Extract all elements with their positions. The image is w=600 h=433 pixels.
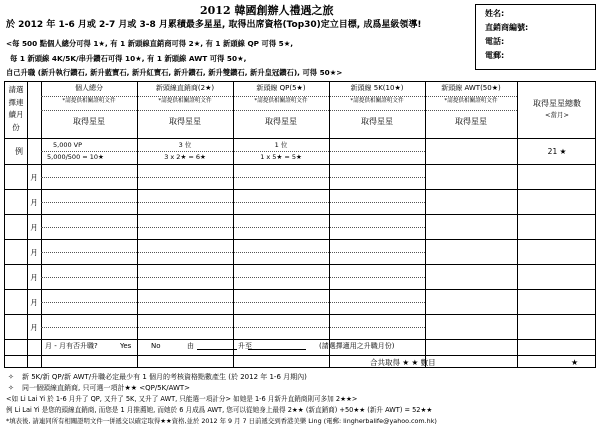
example-new-distributor-stars: 3 x 2★ = 6★ [164,153,206,161]
month-label: 月 [30,298,38,307]
divider [5,314,595,315]
phone-field[interactable]: 電話: [485,37,505,46]
intro-line-1: 於 2012 年 1-6 月或 2-7 月或 3-8 月累積最多星星, 取得出席資格(Top30)定立目標, 成爲星級領導! [6,20,422,30]
intro-line-2: <每 500 點個人總分可得 1★, 有 1 新頭線直銷商可得 2★, 有 1 新頭線 QP 可得 5★, [6,39,294,48]
month-label: 月 [30,173,38,182]
promotion-note: (請選擇適用之升職月份) [319,342,395,350]
col-header-new-5k: 新頭線 5K(10★) [350,84,404,92]
divider [5,189,595,190]
month-label: 月 [30,273,38,282]
col-note: *請提供相關證明文件 [350,98,404,104]
promotion-no[interactable]: No [151,342,161,350]
footnote-1: 新 5K/新 QP/新 AWT/升職必定最少有 1 個月的考核資格點數產生 (於 2012 年 1-6 月期內) [22,373,307,381]
month-label: 月 [30,323,38,332]
divider [5,138,595,139]
month-label: 月 [30,223,38,232]
divider [5,339,595,340]
footnote-2: 同一個頭線直銷商, 只可選一項計★★ <QP/5K/AWT> [22,384,191,392]
divider [41,96,517,97]
col-get-stars: 取得星星 [265,117,297,126]
col-note: *請提供相關證明文件 [62,98,116,104]
promotion-question: 月 - 月有否升職? [45,342,98,350]
col-get-stars: 取得星星 [455,117,487,126]
promotion-to: 升至 [238,342,252,350]
consecutive-months-label: 請選擇連續月份 [8,85,24,132]
divider [41,177,425,178]
total-stars-header: 取得星星總數 [533,99,581,108]
example-total: 21 ★ [547,147,567,156]
example-label: 例 [15,147,23,156]
name-field[interactable]: 姓名: [485,9,505,18]
footnote-5: *填表後, 請連同所有相關證明文件一併遞交以確定取得★★資格,並於 2012 年 9 月 7 日前遞交到香港美樂 Ling (電郵: lingherbalife@yahoo.com.hk) [6,417,437,425]
footnote-1-marker: ✧ [8,373,14,381]
col-get-stars: 取得星星 [361,117,393,126]
divider [5,264,595,265]
email-field[interactable]: 電郵: [485,51,505,60]
example-new-qp-count: 1 位 [274,141,288,149]
example-new-qp-stars: 1 x 5★ = 5★ [260,153,302,161]
divider [41,110,517,111]
col-note: *請提供相關證明文件 [444,98,498,104]
distributor-no-field[interactable]: 直銷商編號: [485,23,529,32]
intro-line-3: 每 1 新頭線 4K/5K/串升鑽石可得 10★, 有 1 新頭線 AWT 可得 50★, [10,54,247,63]
promotion-from-blank[interactable] [197,349,237,350]
divider [41,227,425,228]
promotion-to-blank[interactable] [248,349,306,350]
applicant-info-box [475,4,596,70]
divider [41,151,425,152]
example-new-distributor-count: 3 位 [178,141,192,149]
footnote-3: <如 Li Lai Yi 於 1-6 月升了 QP, 又升了 5K, 又升了 AWT, 只能選一項計分> 如她是 1-6 月新升直銷商則可多加 2★★> [6,395,358,403]
col-header-new-awt: 新頭線 AWT(50★) [441,84,501,92]
divider [5,239,595,240]
col-header-personal-points: 個人總分 [75,84,103,92]
divider [41,202,425,203]
col-header-new-distributor: 新頭線直銷商(2★) [155,84,215,92]
footnote-2-marker: ✧ [8,384,14,392]
divider [41,302,425,303]
grand-total-star: ★ [571,358,579,367]
example-personal-stars: 5,000/500 = 10★ [47,153,104,161]
divider [517,82,518,367]
divider [41,277,425,278]
col-get-stars: 取得星星 [73,117,105,126]
col-note: *請提供相關證明文件 [254,98,308,104]
page-title: 2012 韓國創辦人禮遇之旅 [200,4,334,17]
promotion-from: 由 [187,342,194,350]
divider [41,327,425,328]
divider [5,289,595,290]
divider [41,252,425,253]
divider [5,164,595,165]
month-label: 月 [30,248,38,257]
star-tracking-table [4,81,596,368]
grand-total-label: 合共取得 ★ ★ 數目 [370,358,436,367]
promotion-yes[interactable]: Yes [120,342,132,350]
footnote-4: 例 Li Lai Yi 是您的頭線直銷商, 而您是 1 月推薦她, 而她於 6 月成爲 AWT, 您可以從她身上最得 2★★ (新直銷商) +50★★ (新升 AWT) = 52★★ [6,406,433,414]
col-get-stars: 取得星星 [169,117,201,126]
col-note: *請提供相關證明文件 [158,98,212,104]
total-stars-sub: <當月> [545,111,569,119]
example-personal-points: 5,000 VP [53,141,83,149]
divider [5,214,595,215]
month-label: 月 [30,198,38,207]
col-header-new-qp: 新頭線 QP(5★) [256,84,306,92]
intro-line-4: 自己升職 (新升執行鑽石, 新升藍寶石, 新升紅寶石, 新升鑽石, 新升雙鑽石, 新升皇冠鑽石), 可得 50★> [6,68,343,77]
divider [5,355,595,356]
